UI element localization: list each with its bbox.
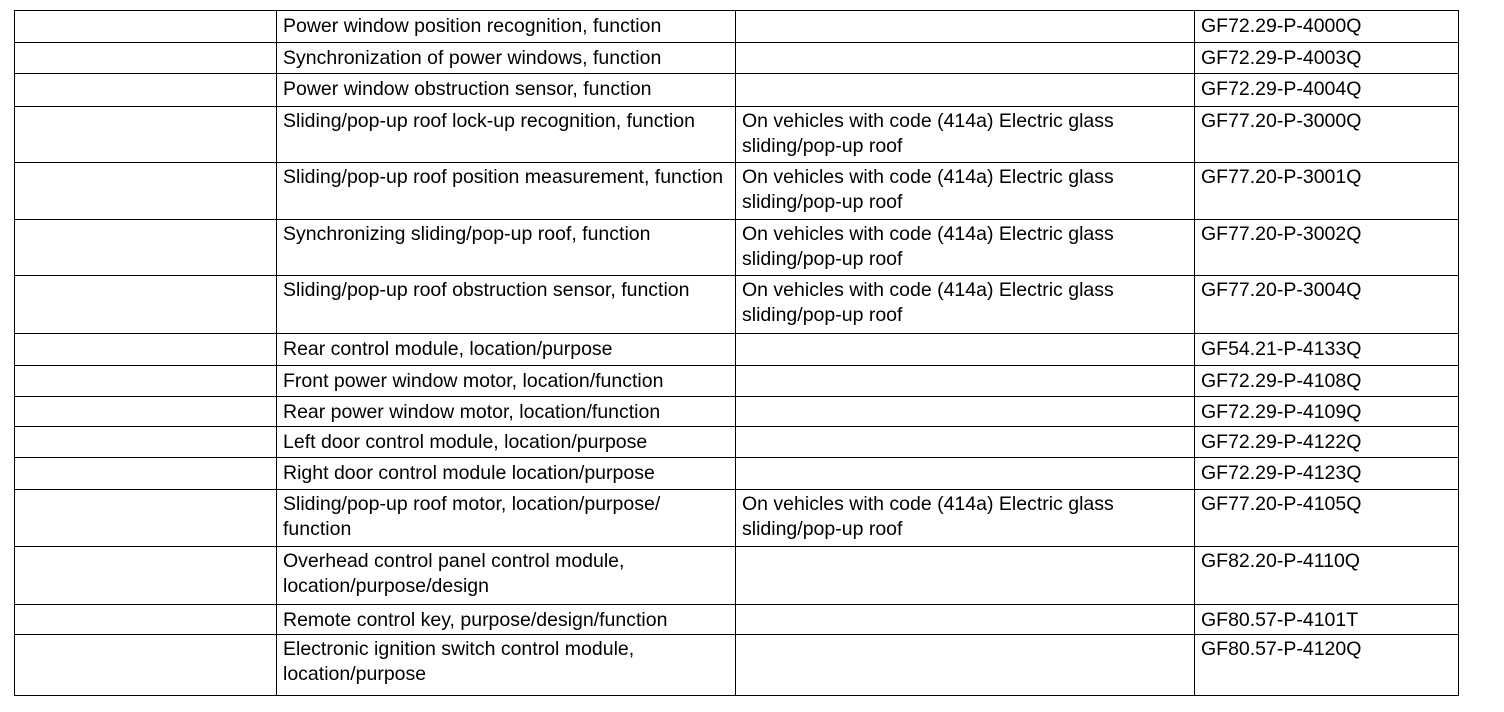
document-title-cell: Sliding/pop-up roof obstruction sensor, function [277, 276, 736, 334]
table-row [15, 43, 1459, 74]
condition-cell [736, 43, 1195, 74]
document-id-cell: GF72.29-P-4123Q [1195, 458, 1459, 490]
blank-cell [15, 11, 277, 43]
blank-cell [15, 547, 277, 605]
blank-cell [15, 43, 277, 74]
condition-cell: On vehicles with code (414a) Electric glass sliding/pop-up roof [736, 220, 1195, 276]
document-id-cell: GF77.20-P-3001Q [1195, 163, 1459, 220]
document-id-cell: GF72.29-P-4003Q [1195, 43, 1459, 74]
blank-cell [15, 276, 277, 334]
condition-cell: On vehicles with code (414a) Electric glass sliding/pop-up roof [736, 163, 1195, 220]
document-title-cell: Left door control module, location/purpose [277, 427, 736, 458]
document-title-cell: Sliding/pop-up roof motor, location/purpose/ function [277, 490, 736, 547]
condition-cell [736, 397, 1195, 427]
document-title-cell: Synchronization of power windows, function [277, 43, 736, 74]
blank-cell [15, 334, 277, 366]
condition-cell [736, 74, 1195, 107]
blank-cell [15, 458, 277, 490]
document-title-cell: Power window obstruction sensor, function [277, 74, 736, 107]
document-table [14, 10, 1459, 696]
document-title-cell: Power window position recognition, function [277, 11, 736, 43]
condition-cell [736, 547, 1195, 605]
document-title-cell: Synchronizing sliding/pop-up roof, function [277, 220, 736, 276]
document-title-cell: Sliding/pop-up roof position measurement, function [277, 163, 736, 220]
document-title-cell: Sliding/pop-up roof lock-up recognition, function [277, 107, 736, 163]
table-row [15, 397, 1459, 427]
document-id-cell: GF72.29-P-4000Q [1195, 11, 1459, 43]
table-row [15, 547, 1459, 605]
table-row [15, 11, 1459, 43]
blank-cell [15, 635, 277, 696]
table-row [15, 635, 1459, 696]
condition-cell [736, 366, 1195, 397]
condition-cell: On vehicles with code (414a) Electric glass sliding/pop-up roof [736, 107, 1195, 163]
table-row [15, 366, 1459, 397]
document-id-cell: GF82.20-P-4110Q [1195, 547, 1459, 605]
document-title-cell: Remote control key, purpose/design/function [277, 605, 736, 635]
document-id-cell: GF72.29-P-4109Q [1195, 397, 1459, 427]
document-id-cell: GF80.57-P-4101T [1195, 605, 1459, 635]
blank-cell [15, 605, 277, 635]
table-row [15, 163, 1459, 220]
blank-cell [15, 366, 277, 397]
blank-cell [15, 397, 277, 427]
table-row [15, 74, 1459, 107]
document-id-cell: GF77.20-P-3004Q [1195, 276, 1459, 334]
condition-cell: On vehicles with code (414a) Electric glass sliding/pop-up roof [736, 276, 1195, 334]
condition-cell [736, 605, 1195, 635]
condition-cell [736, 427, 1195, 458]
table-row [15, 458, 1459, 490]
blank-cell [15, 107, 277, 163]
blank-cell [15, 427, 277, 458]
table-row [15, 334, 1459, 366]
document-id-cell: GF77.20-P-3002Q [1195, 220, 1459, 276]
blank-cell [15, 490, 277, 547]
document-title-cell: Right door control module location/purpose [277, 458, 736, 490]
blank-cell [15, 220, 277, 276]
document-id-cell: GF77.20-P-4105Q [1195, 490, 1459, 547]
document-id-cell: GF80.57-P-4120Q [1195, 635, 1459, 696]
condition-cell: On vehicles with code (414a) Electric glass sliding/pop-up roof [736, 490, 1195, 547]
condition-cell [736, 334, 1195, 366]
blank-cell [15, 74, 277, 107]
condition-cell [736, 635, 1195, 696]
table-row [15, 427, 1459, 458]
document-id-cell: GF54.21-P-4133Q [1195, 334, 1459, 366]
document-title-cell: Rear power window motor, location/function [277, 397, 736, 427]
table-row [15, 276, 1459, 334]
document-id-cell: GF72.29-P-4004Q [1195, 74, 1459, 107]
document-id-cell: GF72.29-P-4122Q [1195, 427, 1459, 458]
document-title-cell: Electronic ignition switch control module, location/purpose [277, 635, 736, 696]
table-row [15, 220, 1459, 276]
document-title-cell: Front power window motor, location/function [277, 366, 736, 397]
condition-cell [736, 458, 1195, 490]
condition-cell [736, 11, 1195, 43]
document-title-cell: Rear control module, location/purpose [277, 334, 736, 366]
table-row [15, 605, 1459, 635]
table-row [15, 490, 1459, 547]
table-row [15, 107, 1459, 163]
document-title-cell: Overhead control panel control module, location/purpose/design [277, 547, 736, 605]
document-id-cell: GF77.20-P-3000Q [1195, 107, 1459, 163]
blank-cell [15, 163, 277, 220]
document-id-cell: GF72.29-P-4108Q [1195, 366, 1459, 397]
